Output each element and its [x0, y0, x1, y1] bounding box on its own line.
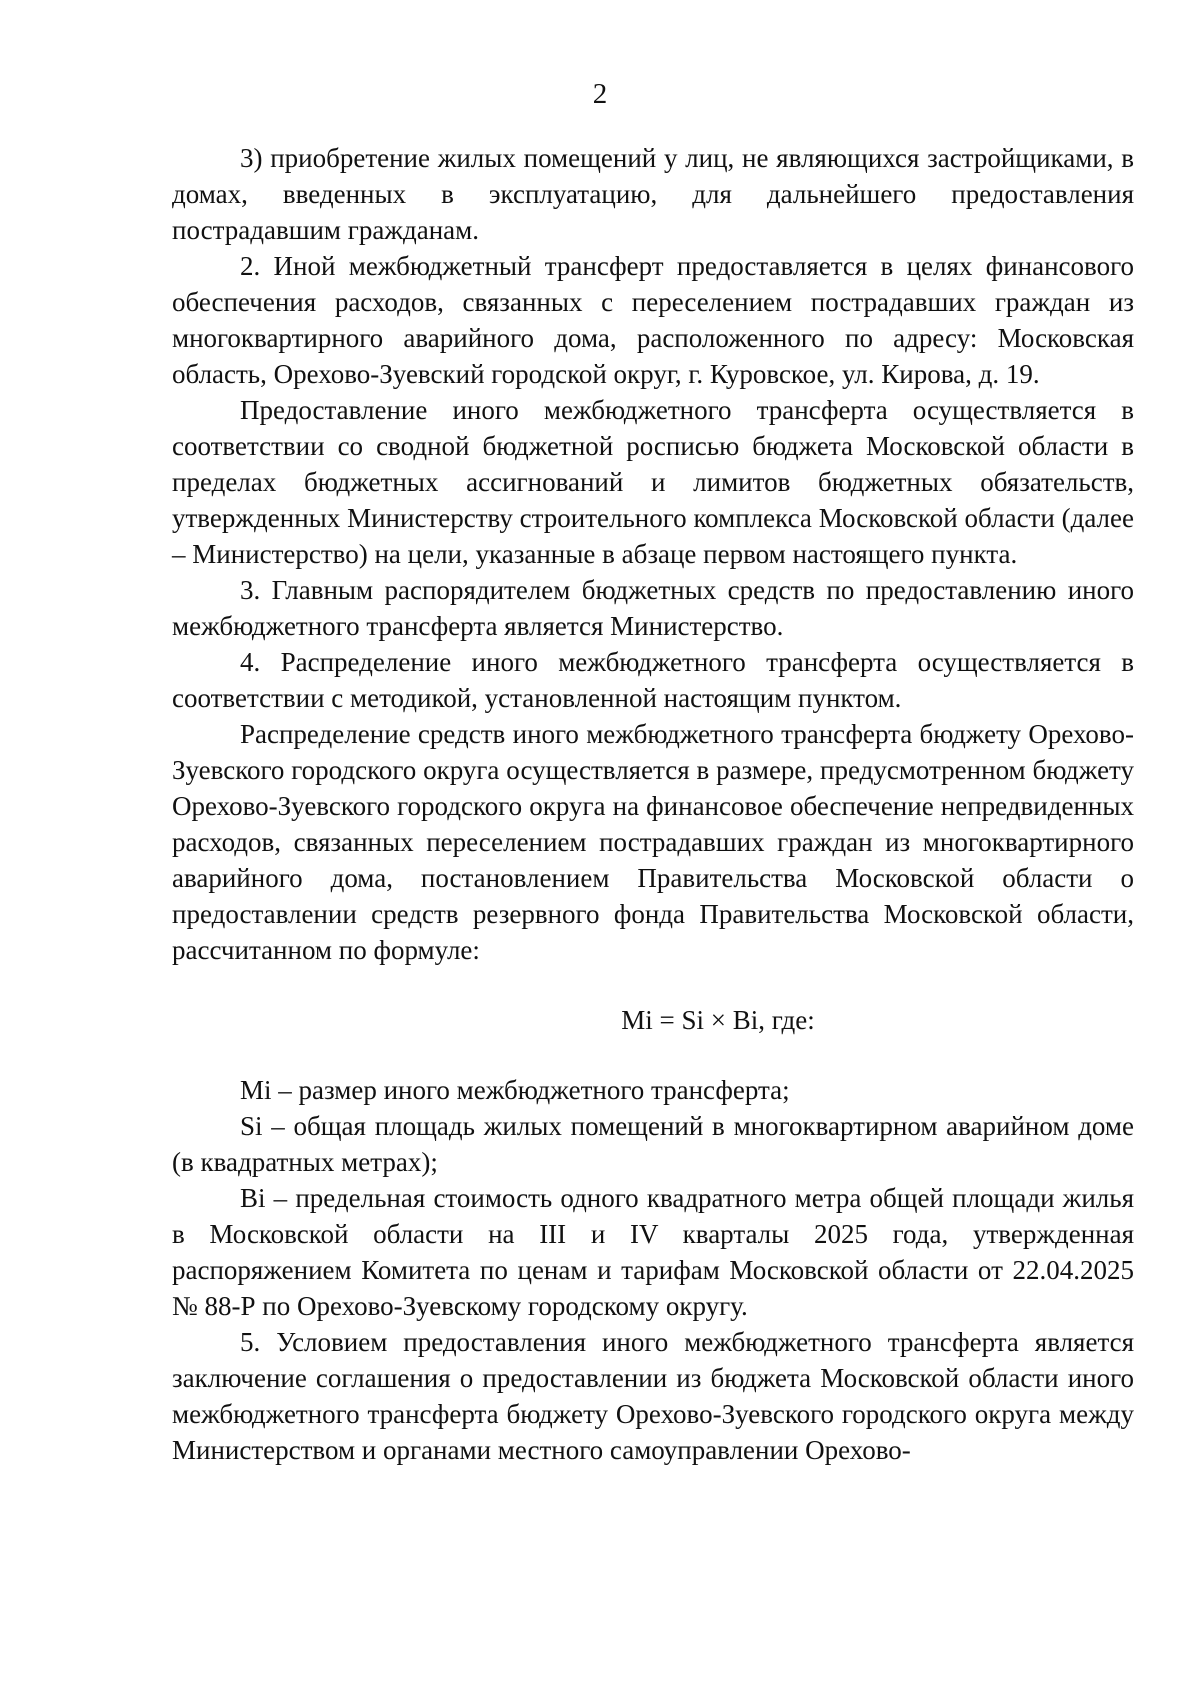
paragraph-distribution: Распределение средств иного межбюджетного трансферта бюджету Орехово-Зуевского городского округа осуществляется в размере, предусмотренном бюджету Орехово-Зуевского городского округа на финансовое обеспечение непредвиденных расходов, связанных переселением пострадавших граждан из многоквартирного аварийного дома, постановлением Правительства Московской области о предоставлении средств резервного фонда Правительства Московской области, рассчитанном по формуле:	[172, 719, 1134, 965]
document-body	[172, 140, 1134, 1468]
paragraph-clause-4: 4. Распределение иного межбюджетного трансферта осуществляется в соответствии с методикой, установленной настоящим пунктом.	[172, 647, 1134, 713]
formula: Mi = Si × Bi, где:	[621, 1005, 815, 1035]
page-number: 2	[592, 78, 608, 110]
paragraph-clause-5: 5. Условием предоставления иного межбюджетного трансферта является заключение соглашения о предоставлении из бюджета Московской области иного межбюджетного трансферта бюджету Орехово-Зуевского городского округа между Министерством и органами местного самоуправлении Орехово-	[172, 1327, 1134, 1465]
paragraph-budget-schedule: Предоставление иного межбюджетного трансферта осуществляется в соответствии со сводной бюджетной росписью бюджета Московской области в пределах бюджетных ассигнований и лимитов бюджетных обязательств, утвержденных Министерству строительного комплекса Московской области (далее – Министерство) на цели, указанные в абзаце первом настоящего пункта.	[172, 395, 1134, 569]
paragraph-clause-3: 3. Главным распорядителем бюджетных средств по предоставлению иного межбюджетного трансферта является Министерство.	[172, 575, 1134, 641]
paragraph-item-3: 3) приобретение жилых помещений у лиц, не являющихся застройщиками, в домах, введенных в эксплуатацию, для дальнейшего предоставления пострадавшим гражданам.	[172, 143, 1134, 245]
definition-mi: Mi – размер иного межбюджетного трансферта;	[240, 1075, 790, 1105]
definition-si: Si – общая площадь жилых помещений в многоквартирном аварийном доме (в квадратных метрах);	[172, 1111, 1134, 1177]
paragraph-clause-2: 2. Иной межбюджетный трансферт предоставляется в целях финансового обеспечения расходов, связанных с переселением пострадавших граждан из многоквартирного аварийного дома, расположенного по адресу: Московская область, Орехово-Зуевский городской округ, г. Куровское, ул. Кирова, д. 19.	[172, 251, 1134, 389]
definition-bi: Bi – предельная стоимость одного квадратного метра общей площади жилья в Московской области на III и IV кварталы 2025 года, утвержденная распоряжением Комитета по ценам и тарифам Московской области от 22.04.2025 № 88-Р по Орехово-Зуевскому городскому округу.	[172, 1183, 1134, 1321]
